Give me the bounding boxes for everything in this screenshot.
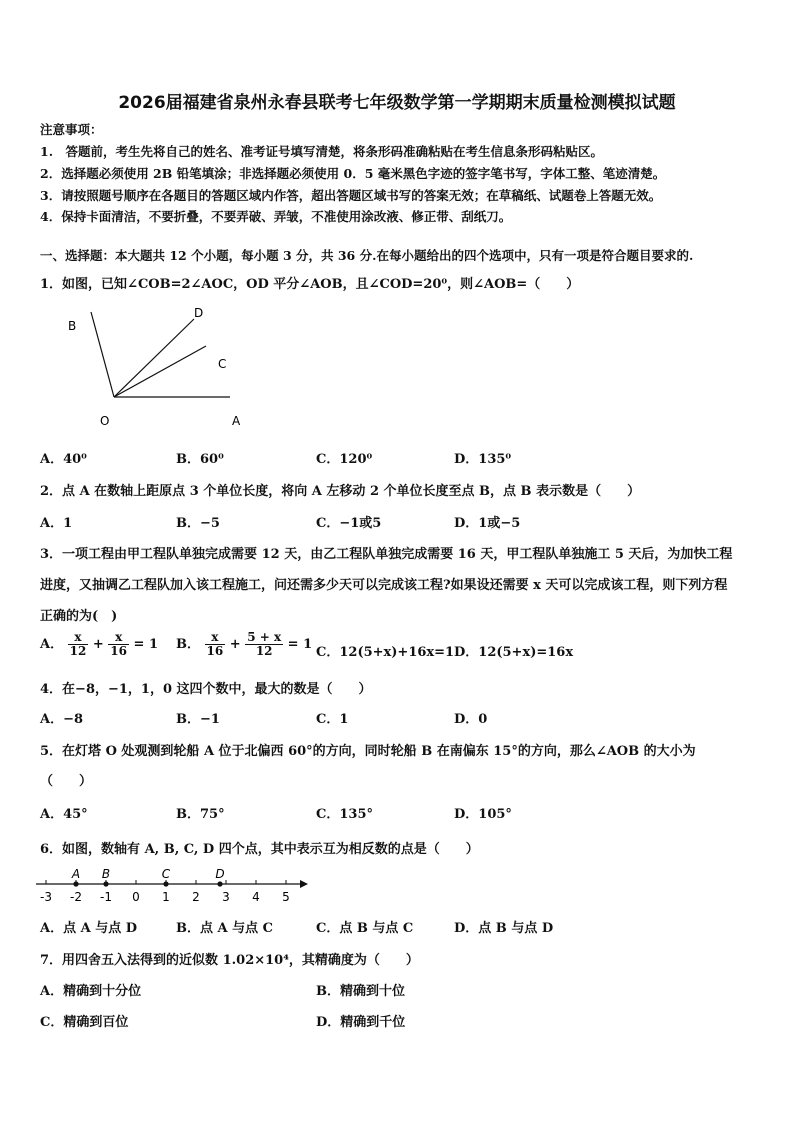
- q2-option-c: C．−1或5: [316, 516, 382, 531]
- notice-item-4: 4．保持卡面清洁，不要折叠，不要弄破、弄皱，不准使用涂改液、修正带、刮纸刀。: [40, 209, 512, 224]
- equation-rhs: = 1: [287, 637, 313, 652]
- q4-option-d: D．0: [454, 712, 488, 727]
- q5-option-a: A．45°: [40, 807, 88, 822]
- q6-option-a: A．点 A 与点 D: [40, 921, 138, 936]
- q7-option-c: C．精确到百位: [40, 1015, 129, 1030]
- notice-item-2: 2．选择题必须使用 2B 铅笔填涂；非选择题必须使用 0．5 毫米黑色字迹的签字笔书写，字体工整、笔迹清楚。: [40, 166, 666, 181]
- label-b: B: [68, 319, 77, 333]
- label-o: O: [100, 414, 110, 428]
- tick-label: 2: [192, 890, 200, 904]
- question-3-line-3: 正确的为( ): [40, 609, 118, 624]
- q3-option-c: C．12(5+x)+16x=1: [316, 645, 455, 660]
- axis-arrow: [300, 880, 308, 888]
- q4-option-a: A．−8: [40, 712, 84, 727]
- notice-item-1: 1. 答题前，考生先将自己的姓名、准考证号填写清楚，将条形码准确粘贴在考生信息条形码粘贴区。: [40, 144, 604, 159]
- question-7-stem: 7．用四舍五入法得到的近似数 1.02×10⁴，其精确度为（ ）: [40, 953, 419, 968]
- point-label-a: A: [71, 867, 81, 881]
- q3-b-prefix: B．: [176, 637, 200, 652]
- point-a: [73, 881, 78, 886]
- question-1-stem: 1．如图，已知∠COB=2∠AOC，OD 平分∠AOB，且∠COD=20⁰，则∠AOB=（ ）: [40, 277, 580, 292]
- notice-heading: 注意事项：: [40, 122, 103, 137]
- q1-option-d: D．135⁰: [454, 452, 512, 467]
- section-heading: 一、选择题：本大题共 12 个小题，每小题 3 分，共 36 分.在每小题给出的四个选项中，只有一项是符合题目要求的.: [40, 248, 694, 263]
- q5-option-b: B．75°: [176, 807, 225, 822]
- point-c: [163, 881, 168, 886]
- question-3-line-2: 进度，又抽调乙工程队加入该工程施工，问还需多少天可以完成该工程?如果设还需要 x 天可以完成该工程，则下列方程: [40, 578, 728, 593]
- plus-sign: +: [229, 637, 241, 652]
- number-line: [34, 866, 314, 906]
- notice-item-3: 3．请按照题号顺序在各题目的答题区域内作答，超出答题区域书写的答案无效；在草稿纸、试题卷上答题无效。: [40, 188, 662, 203]
- plus-sign: +: [92, 637, 104, 652]
- question-5-line-2: （ ）: [40, 774, 93, 789]
- q3-option-a: [40, 631, 158, 658]
- ray-od: [114, 319, 194, 397]
- fraction: $\frac{x}{12}$: [69, 630, 87, 658]
- point-label-b: B: [101, 867, 111, 881]
- question-6-stem: 6．如图，数轴有 A, B, C, D 四个点，其中表示互为相反数的点是（ ）: [40, 842, 479, 857]
- point-label-d: D: [215, 867, 225, 881]
- q1-option-b: B．60⁰: [176, 452, 224, 467]
- q1-option-c: C．120⁰: [316, 452, 373, 467]
- ray-oc: [114, 346, 206, 397]
- label-d: D: [194, 306, 204, 320]
- q3-option-d: D．12(5+x)=16x: [454, 645, 574, 660]
- tick-label: -2: [70, 890, 82, 904]
- q2-option-a: A．1: [40, 516, 73, 531]
- q4-option-c: C．1: [316, 712, 349, 727]
- tick-label: 0: [132, 890, 140, 904]
- q6-option-d: D．点 B 与点 D: [454, 921, 554, 936]
- equation-rhs: = 1: [133, 637, 158, 652]
- ray-ob: [91, 312, 114, 397]
- angle-figure: [60, 300, 260, 435]
- q7-option-d: D．精确到千位: [316, 1015, 406, 1030]
- tick-label: -3: [40, 890, 52, 904]
- q1-option-a: A．40⁰: [40, 452, 87, 467]
- tick-label: 4: [252, 890, 260, 904]
- fraction: $\frac{x}{16}$: [206, 630, 224, 658]
- label-c: C: [218, 357, 227, 371]
- q3-option-b: [176, 631, 312, 658]
- q6-option-c: C．点 B 与点 C: [316, 921, 414, 936]
- q4-option-b: B．−1: [176, 712, 220, 727]
- q3-a-prefix: A．: [40, 637, 64, 652]
- point-b: [103, 881, 108, 886]
- question-3-line-1: 3．一项工程由甲工程队单独完成需要 12 天，由乙工程队单独完成需要 16 天，甲工程队单独施工 5 天后，为加快工程: [40, 547, 733, 562]
- tick-label: 5: [282, 890, 290, 904]
- fraction: $\frac{5 + x}{12}$: [247, 630, 282, 658]
- tick-label: 1: [162, 890, 170, 904]
- q5-option-c: C．135°: [316, 807, 373, 822]
- q2-option-d: D．1或−5: [454, 516, 521, 531]
- tick-label: -1: [100, 890, 112, 904]
- q6-option-b: B．点 A 与点 C: [176, 921, 273, 936]
- q7-option-b: B．精确到十位: [316, 984, 405, 999]
- label-a: A: [232, 414, 241, 428]
- point-d: [217, 881, 222, 886]
- fraction: $\frac{x}{16}$: [110, 630, 127, 658]
- q2-option-b: B．−5: [176, 516, 220, 531]
- point-label-c: C: [161, 867, 171, 881]
- question-5-line-1: 5．在灯塔 O 处观测到轮船 A 位于北偏西 60°的方向，同时轮船 B 在南偏东 15°的方向，那么∠AOB 的大小为: [40, 744, 696, 759]
- question-2-stem: 2．点 A 在数轴上距原点 3 个单位长度，将向 A 左移动 2 个单位长度至点 B，点 B 表示数是（ ）: [40, 484, 641, 499]
- q7-option-a: A．精确到十分位: [40, 984, 142, 999]
- page-title: 2026届福建省泉州永春县联考七年级数学第一学期期末质量检测模拟试题: [118, 93, 676, 113]
- question-4-stem: 4．在−8，−1，1，0 这四个数中，最大的数是（ ）: [40, 682, 372, 697]
- tick-label: 3: [222, 890, 230, 904]
- q5-option-d: D．105°: [454, 807, 512, 822]
